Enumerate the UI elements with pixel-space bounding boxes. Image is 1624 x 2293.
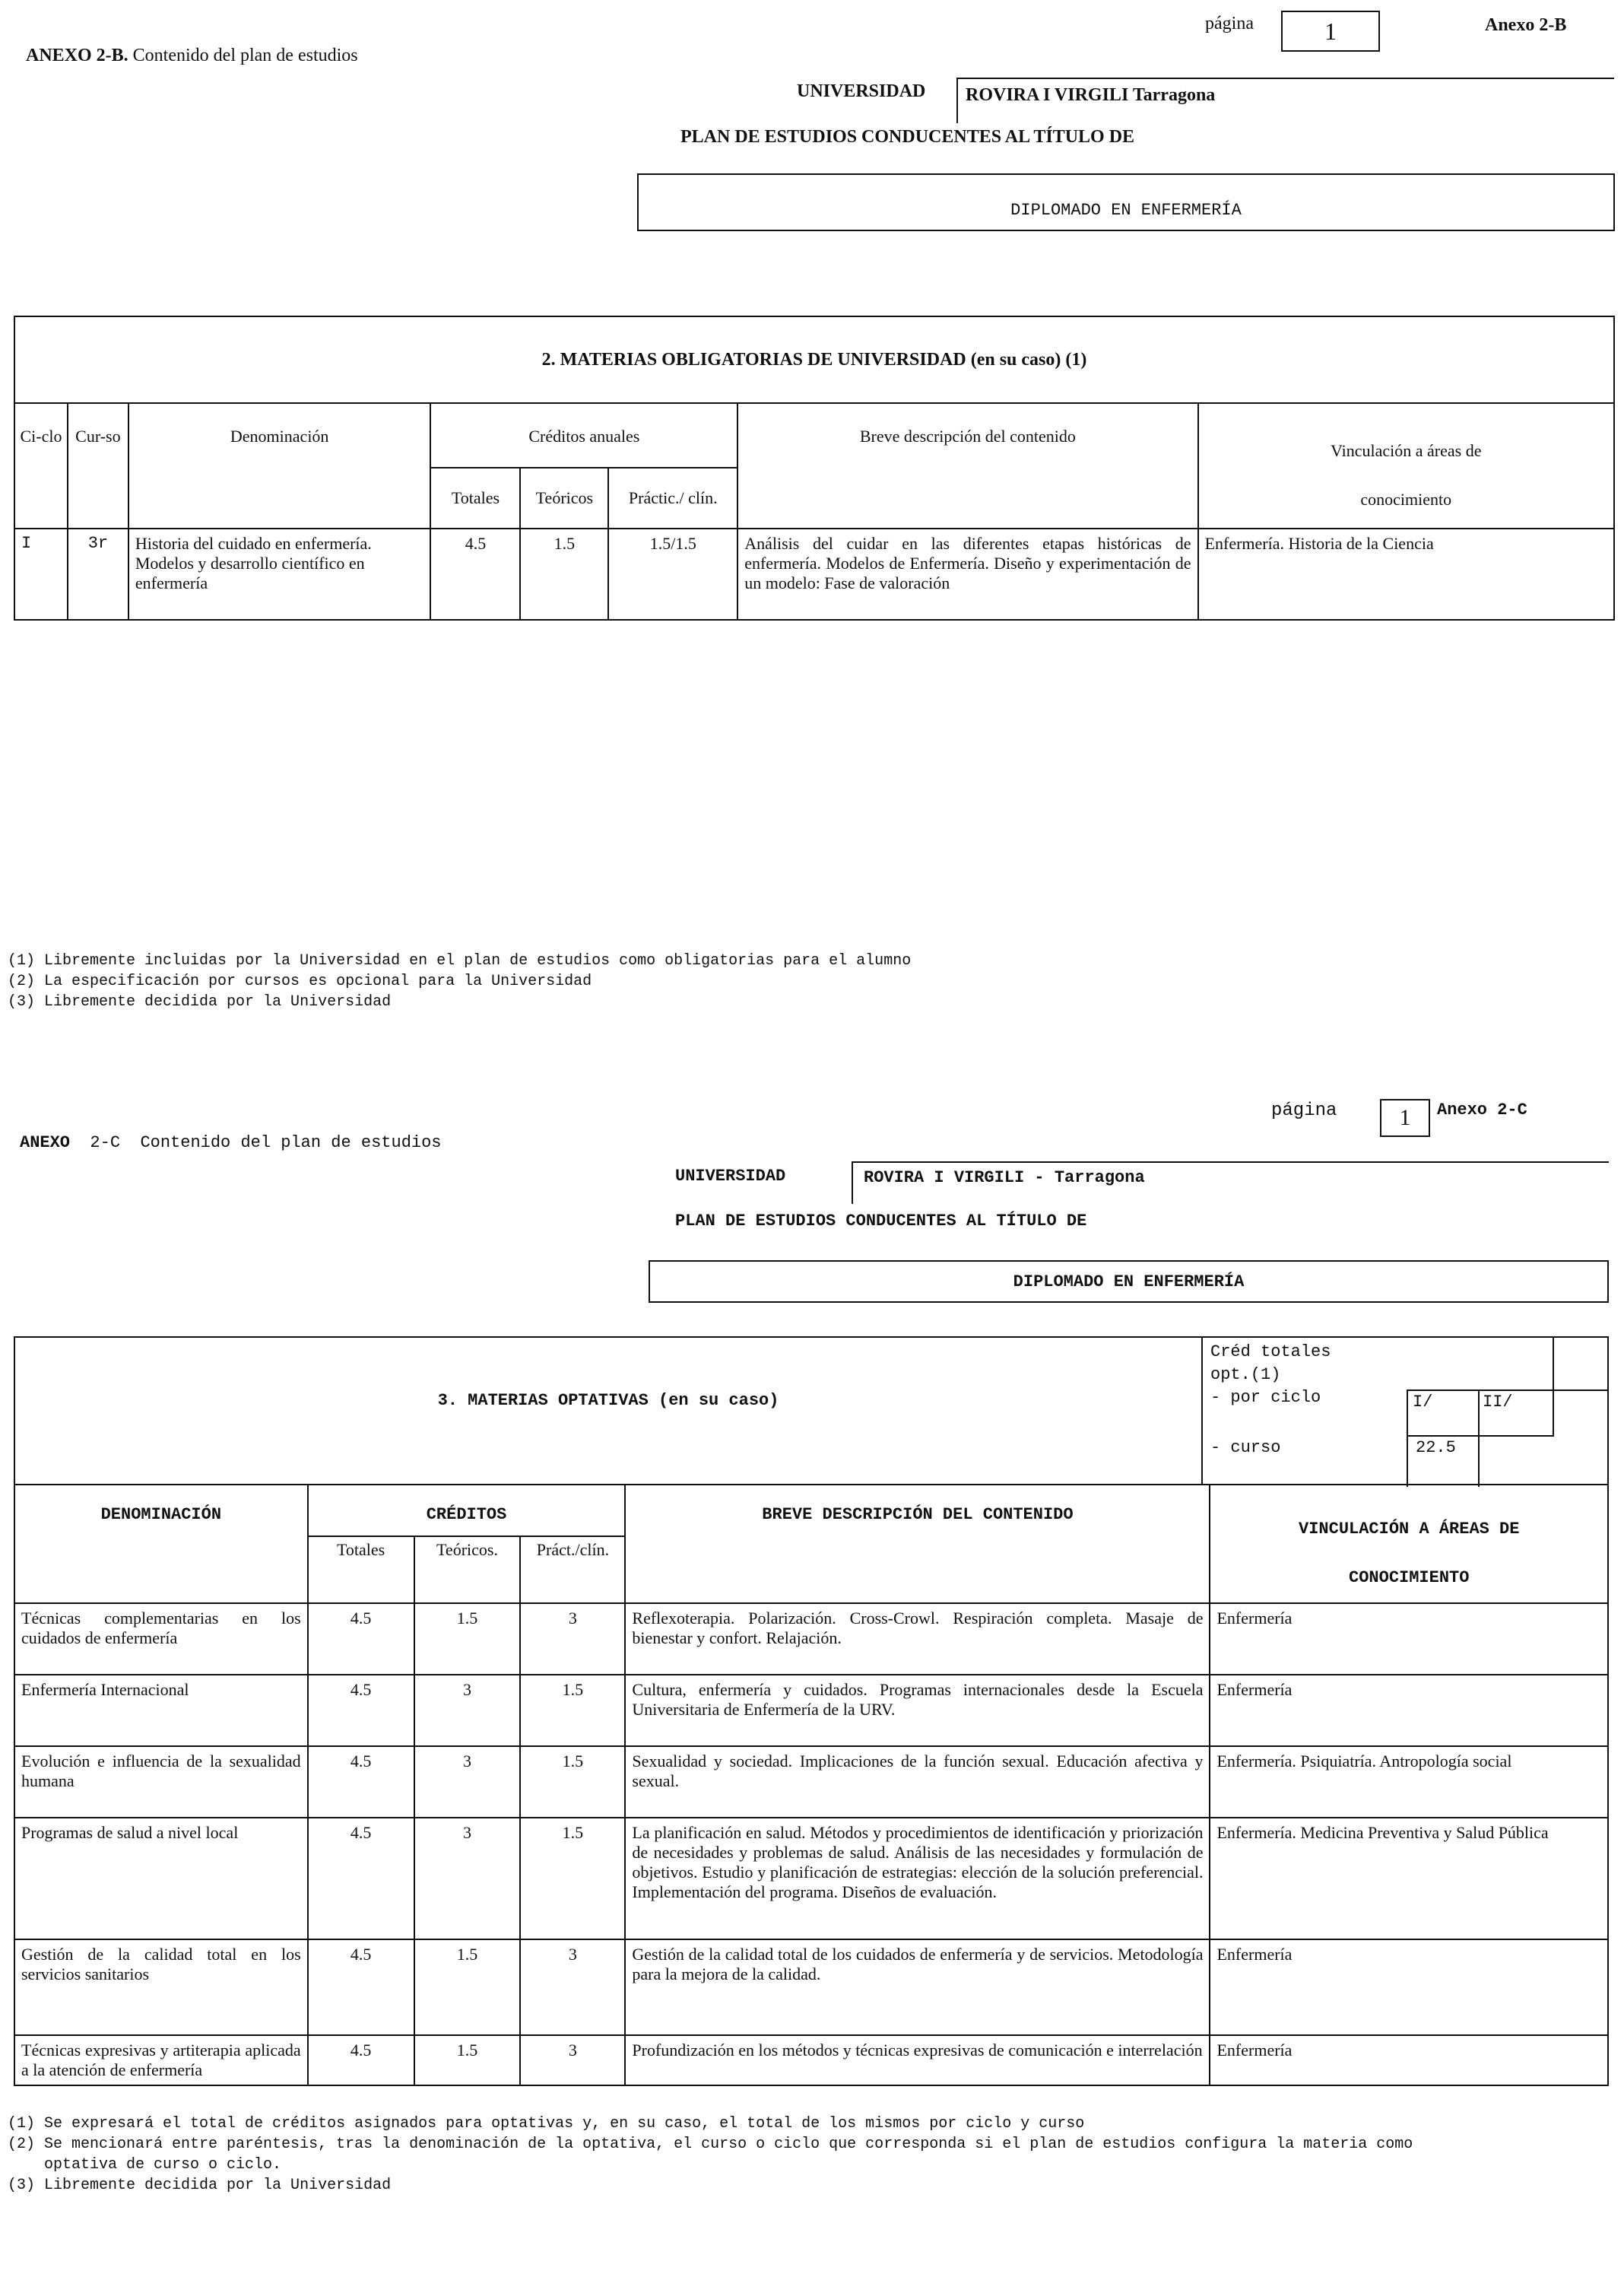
university-value-2c: ROVIRA I VIRGILI - Tarragona: [852, 1161, 1609, 1204]
optativas-table: [14, 1484, 1609, 2086]
degree-box: DIPLOMADO EN ENFERMERÍA: [637, 173, 1615, 231]
cell-totales: 4.5: [308, 1746, 414, 1818]
optativas-table-title: 3. MATERIAS OPTATIVAS (en su caso): [437, 1391, 779, 1410]
annex-right-label: Anexo 2-B: [1485, 15, 1567, 35]
curso-value-cell: 22.5: [1407, 1435, 1480, 1487]
cell-totales: 4.5: [308, 1603, 414, 1675]
header-creditos-2c: CRÉDITOS: [308, 1485, 626, 1536]
divider: [1553, 1389, 1609, 1391]
page-number-box-2c: 1: [1380, 1099, 1430, 1137]
annex-title-2c: Contenido del plan de estudios: [140, 1133, 442, 1152]
annex-label-2c: ANEXO: [20, 1133, 71, 1152]
cell-descripcion: Gestión de la calidad total de los cuidados de enfermería y de servicios. Metodología para la mejora de la calidad.: [625, 1939, 1210, 2035]
header-teoricos: Teóricos: [520, 468, 608, 529]
footnotes-2b: [8, 951, 911, 1012]
cred-totales-line1: Créd totales: [1210, 1342, 1331, 1361]
footnote-1: (1) Se expresará el total de créditos asignados para optativas y, en su caso, el total de los mismos por ciclo y curso: [8, 2115, 1085, 2133]
footnote-2-cont: optativa de curso o ciclo.: [44, 2156, 282, 2174]
page-label: página: [1205, 14, 1254, 33]
table-title: 2. MATERIAS OBLIGATORIAS DE UNIVERSIDAD (en su caso) (1): [14, 316, 1614, 403]
ciclo-ii-cell: II/: [1478, 1389, 1554, 1437]
cell-descripcion: Análisis del cuidar en las diferentes etapas históricas de enfermería. Modelos de Enfermería. Diseño y experimentación de un modelo: Fase de valoración: [737, 529, 1197, 620]
cell-practicos: 1.5: [520, 1675, 625, 1746]
cell-vinculacion: Enfermería: [1210, 1675, 1608, 1746]
cell-vinculacion: Enfermería: [1210, 1939, 1608, 2035]
cell-totales: 4.5: [430, 529, 520, 620]
cell-teoricos: 1.5: [520, 529, 608, 620]
cell-practicos: 1.5/1.5: [608, 529, 737, 620]
cell-descripcion: Sexualidad y sociedad. Implicaciones de la función sexual. Educación afectiva y sexual.: [625, 1746, 1210, 1818]
cell-practicos: 3: [520, 1939, 625, 2035]
cell-descripcion: Reflexoterapia. Polarización. Cross-Crowl. Respiración completa. Masaje de bienestar y confort. Relajación.: [625, 1603, 1210, 1675]
table-row: [14, 1939, 1608, 2035]
cell-curso: 3r: [68, 529, 128, 620]
footnote-1: (1) Libremente incluidas por la Universidad en el plan de estudios como obligatorias para el alumno: [8, 952, 912, 970]
por-ciclo-label: - por ciclo: [1210, 1388, 1321, 1407]
table-row: [14, 2035, 1608, 2085]
cell-teoricos: 1.5: [414, 2035, 521, 2085]
footnotes-2c: [8, 2114, 1413, 2196]
cred-totales-label: [1210, 1341, 1331, 1386]
header-practicos: Práctic./ clín.: [608, 468, 737, 529]
university-label: UNIVERSIDAD: [797, 81, 926, 101]
footnote-3: (3) Libremente decidida por la Universidad: [8, 2177, 392, 2194]
annex-code-2c: 2-C: [90, 1133, 121, 1152]
annex-heading: [26, 46, 358, 66]
cell-teoricos: 3: [414, 1818, 521, 1939]
header-teoricos-2c: Teóricos.: [414, 1536, 521, 1603]
cell-vinculacion: Enfermería: [1210, 1603, 1608, 1675]
header-vinculacion-line1: Vinculación a áreas de: [1331, 441, 1482, 460]
header-denominacion: Denominación: [128, 403, 431, 529]
table-row: [14, 1603, 1608, 1675]
header-vinculacion-2c-line2: CONOCIMIENTO: [1349, 1568, 1470, 1587]
page-label-2c: página: [1271, 1100, 1337, 1121]
footnote-2: (2) La especificación por cursos es opcional para la Universidad: [8, 973, 592, 990]
cell-totales: 4.5: [308, 2035, 414, 2085]
cell-vinculacion: Enfermería. Medicina Preventiva y Salud Pública: [1210, 1818, 1608, 1939]
cell-denominacion: Evolución e influencia de la sexualidad humana: [14, 1746, 308, 1818]
page-number-box: 1: [1281, 11, 1380, 52]
cell-totales: 4.5: [308, 1939, 414, 2035]
header-vinculacion: [1198, 403, 1614, 529]
cell-descripcion: La planificación en salud. Métodos y procedimientos de identificación y priorización de necesidades y problemas de salud. Análisis de las necesidades y formulación de objetivos. Estudio y planificación de estrategias: elección de la solución preferencial. Implementación del programa. Diseños de evaluación.: [625, 1818, 1210, 1939]
cell-totales: 4.5: [308, 1818, 414, 1939]
table-row: [14, 1818, 1608, 1939]
cell-practicos: 1.5: [520, 1746, 625, 1818]
cell-denominacion: Técnicas complementarias en los cuidados de enfermería: [14, 1603, 308, 1675]
table-row: [14, 529, 1614, 620]
header-vinculacion-2c: [1210, 1485, 1608, 1603]
cell-descripcion: Cultura, enfermería y cuidados. Programas internacionales desde la Escuela Universitaria de Enfermería de la URV.: [625, 1675, 1210, 1746]
cell-teoricos: 1.5: [414, 1939, 521, 2035]
university-value: ROVIRA I VIRGILI Tarragona: [956, 78, 1614, 123]
annex-heading-2c: [20, 1133, 442, 1152]
header-vinculacion-line2: conocimiento: [1360, 490, 1452, 509]
cell-denominacion: Historia del cuidado en enfermería. Modelos y desarrollo científico en enfermería: [128, 529, 431, 620]
obligatorias-table: [14, 316, 1615, 621]
cred-totales-line2: opt.(1): [1210, 1365, 1281, 1384]
cell-descripcion: Profundización en los métodos y técnicas expresivas de comunicación e interrelación: [625, 2035, 1210, 2085]
header-creditos: Créditos anuales: [430, 403, 737, 468]
ciclo-i-cell: I/: [1407, 1389, 1480, 1437]
header-totales: Totales: [430, 468, 520, 529]
cell-ciclo: I: [14, 529, 68, 620]
cell-totales: 4.5: [308, 1675, 414, 1746]
cell-vinculacion: Enfermería. Psiquiatría. Antropología social: [1210, 1746, 1608, 1818]
cell-denominacion: Programas de salud a nivel local: [14, 1818, 308, 1939]
cell-denominacion: Técnicas expresivas y artiterapia aplicada a la atención de enfermería: [14, 2035, 308, 2085]
cell-teoricos: 1.5: [414, 1603, 521, 1675]
header-descripcion: Breve descripción del contenido: [737, 403, 1197, 529]
annex-right-label-2c: Anexo 2-C: [1437, 1100, 1527, 1120]
header-practicos-2c: Práct./clín.: [520, 1536, 625, 1603]
annex-title: Contenido del plan de estudios: [132, 46, 358, 65]
curso-label: - curso: [1210, 1438, 1281, 1457]
plan-label: PLAN DE ESTUDIOS CONDUCENTES AL TÍTULO DE: [680, 127, 1135, 147]
cell-practicos: 3: [520, 1603, 625, 1675]
cell-denominacion: Enfermería Internacional: [14, 1675, 308, 1746]
cell-vinculacion: Enfermería. Historia de la Ciencia: [1198, 529, 1614, 620]
table-row: [14, 1675, 1608, 1746]
footnote-3: (3) Libremente decidida por la Universidad: [8, 993, 392, 1011]
cell-vinculacion: Enfermería: [1210, 2035, 1608, 2085]
cell-practicos: 1.5: [520, 1818, 625, 1939]
cell-denominacion: Gestión de la calidad total en los servicios sanitarios: [14, 1939, 308, 2035]
header-curso: Cur-so: [68, 403, 128, 529]
cell-teoricos: 3: [414, 1746, 521, 1818]
header-descripcion-2c: BREVE DESCRIPCIÓN DEL CONTENIDO: [625, 1485, 1210, 1603]
divider: [1553, 1338, 1554, 1389]
optativas-title-block: [14, 1336, 1609, 1485]
cell-practicos: 3: [520, 2035, 625, 2085]
cell-teoricos: 3: [414, 1675, 521, 1746]
header-totales-2c: Totales: [308, 1536, 414, 1603]
plan-label-2c: PLAN DE ESTUDIOS CONDUCENTES AL TÍTULO DE: [675, 1212, 1087, 1231]
header-denominacion-2c: DENOMINACIÓN: [14, 1485, 308, 1603]
divider: [1201, 1338, 1203, 1485]
table-row: [14, 1746, 1608, 1818]
degree-box-2c: DIPLOMADO EN ENFERMERÍA: [649, 1260, 1609, 1303]
header-ciclo: Ci-clo: [14, 403, 68, 529]
footnote-2: (2) Se mencionará entre paréntesis, tras la denominación de la optativa, el curso o ciclo que corresponda si el plan de estudios configura la materia como: [8, 2136, 1413, 2153]
header-vinculacion-2c-line1: VINCULACIÓN A ÁREAS DE: [1299, 1520, 1520, 1539]
university-label-2c: UNIVERSIDAD: [675, 1167, 786, 1186]
annex-label: ANEXO 2-B.: [26, 46, 128, 65]
